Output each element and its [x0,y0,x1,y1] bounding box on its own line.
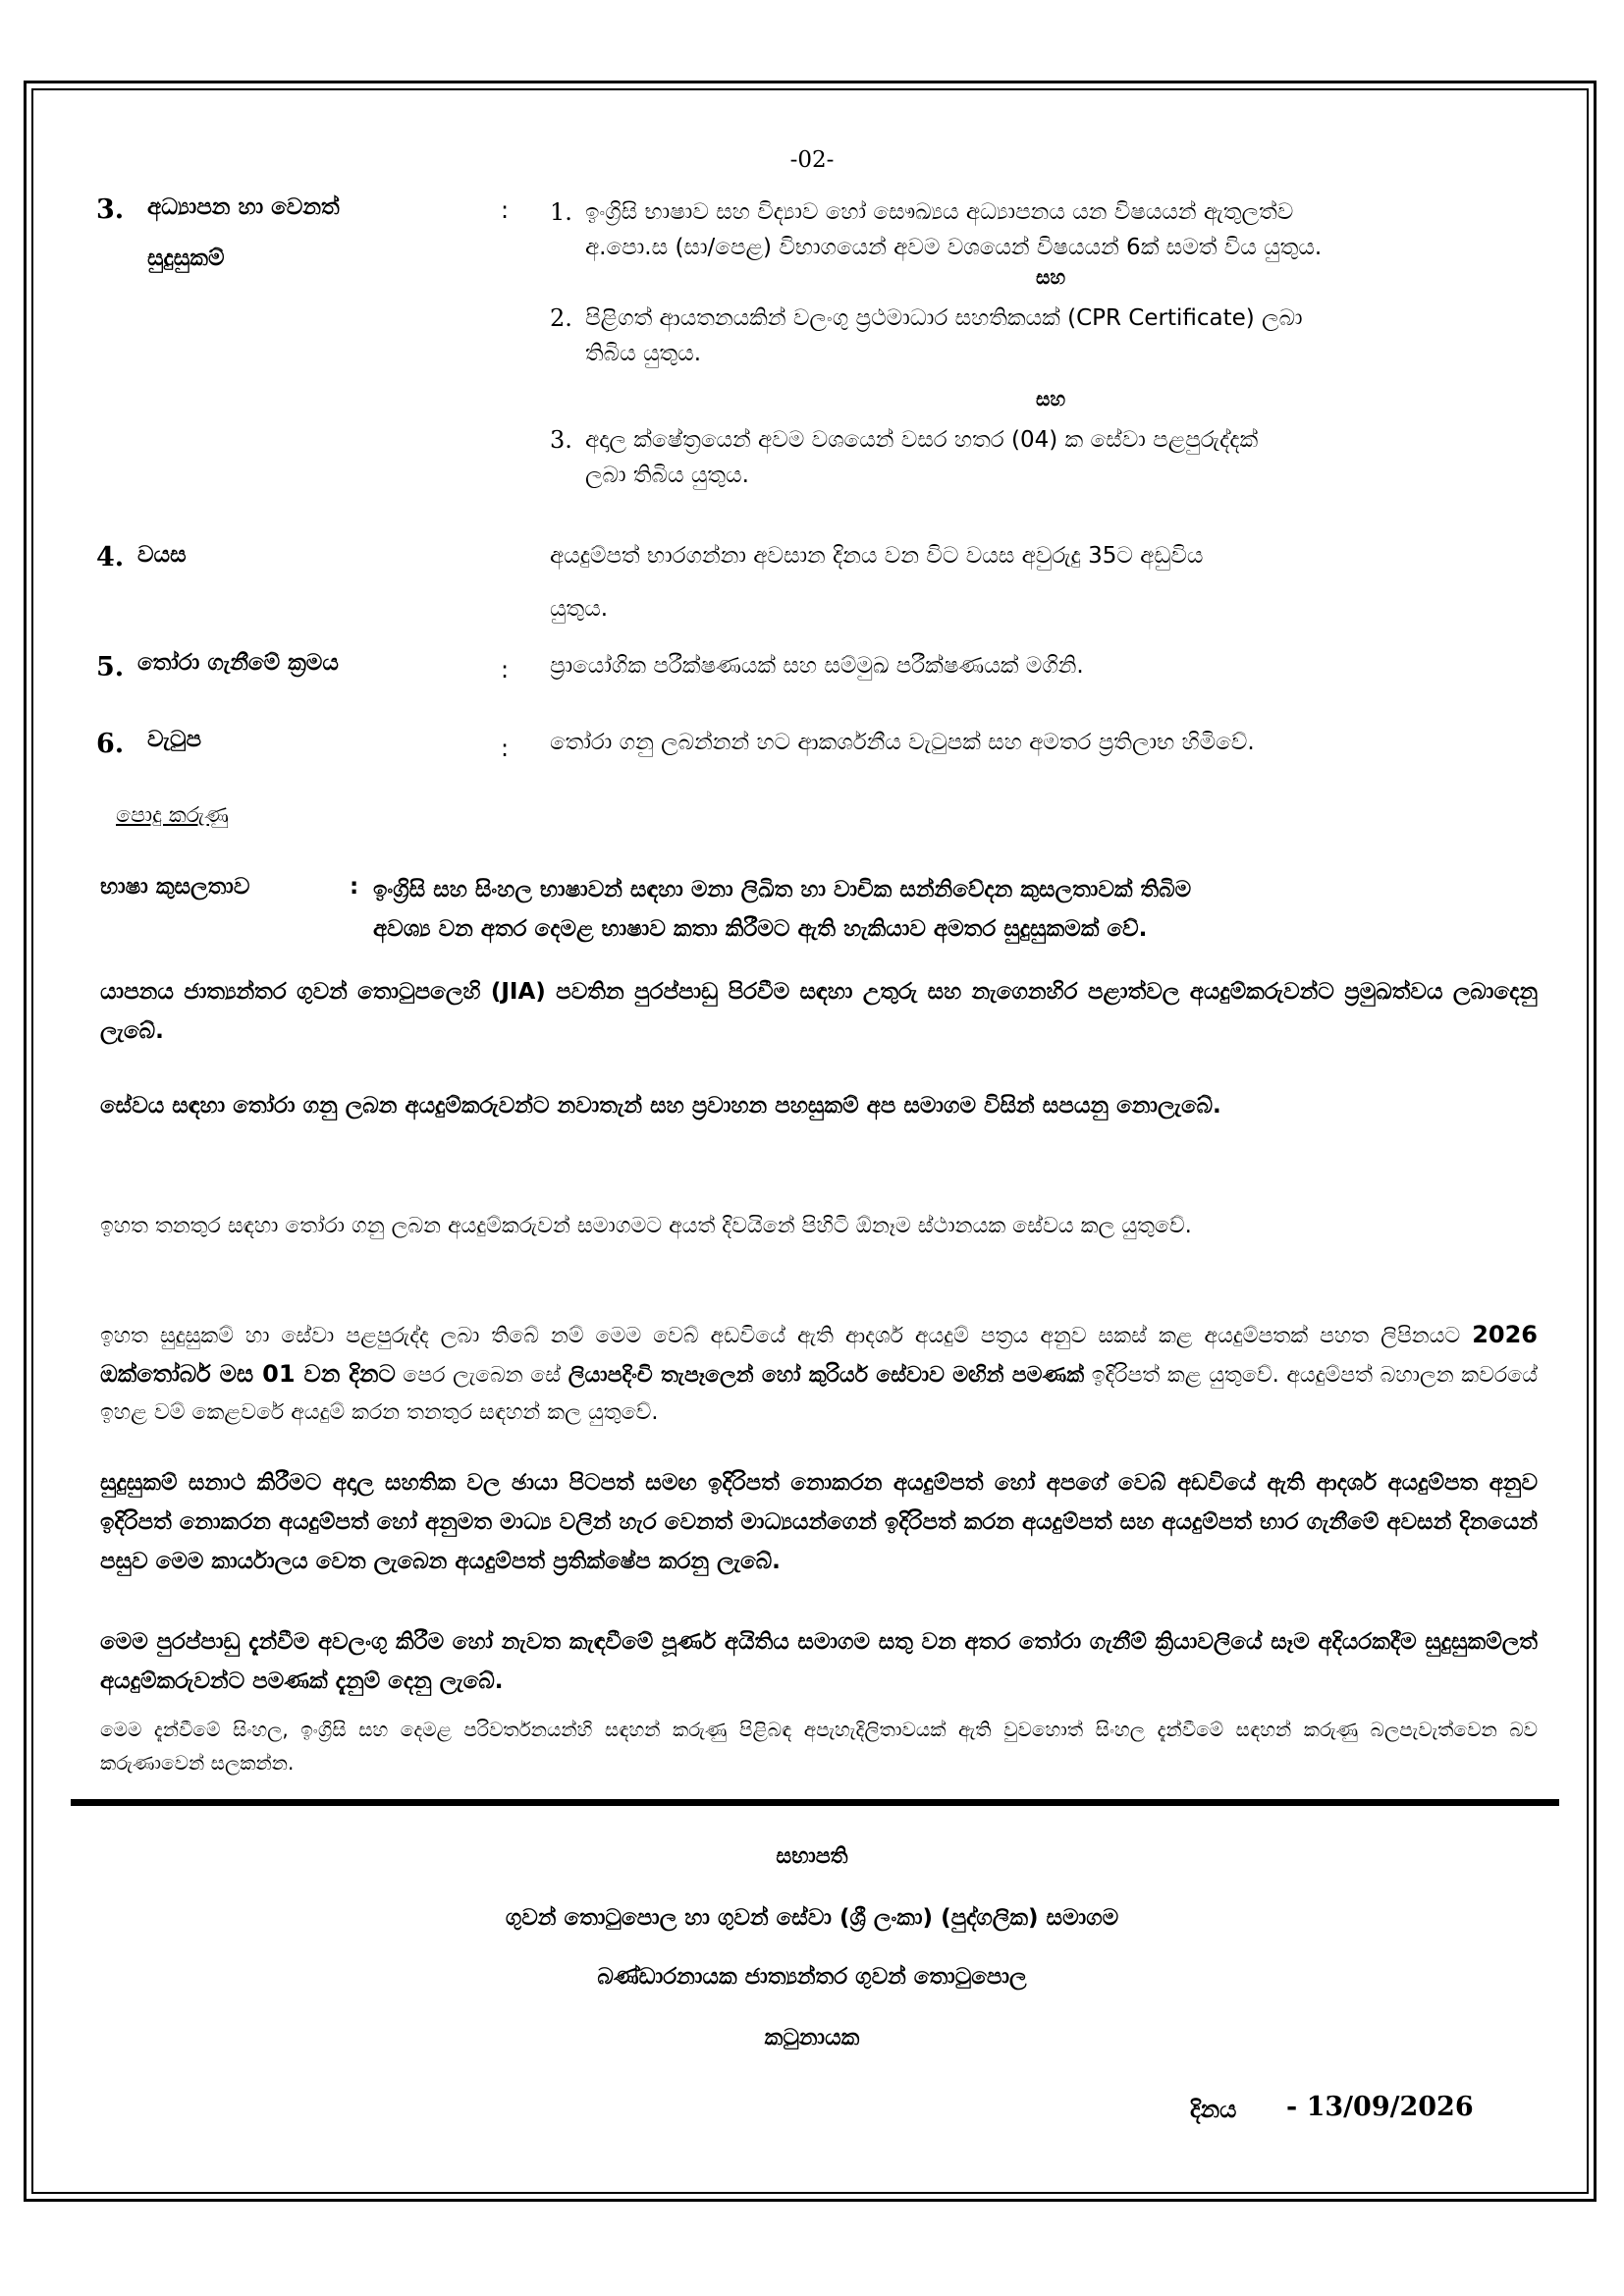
qualification-item-1-line2: අ.පො.ස (සා/පෙළ) විභාගයෙන් අවම වශයෙන් විෂයයන් 6ක් සමත් විය යුතුය. [585,235,1323,260]
paragraph-rejection-criteria: සුදුසුකම් සනාථ කිරීමට අදාල සහතික වල ඡායා පිටපත් සමඟ ඉදිරිපත් නොකරන අයදුම්පත් හෝ අපගේ වෙබ් අඩවියේ ඇති ආදර්ශ අයදුම්පත අනුව ඉදිරිපත් නොකරන අයදුම්පත් හෝ අනුමත මාධ්‍ය වලින් හැර වෙනත් මාධ්‍යයන්ගෙන් ඉදිරිපත් කරන අයදුම්පත් සහ අයදුම්පත් භාර ගැනීමේ අවසන් දිනයෙන් පසුව මෙම කාර්යාලය වෙත ලැබෙන අයදුම්පත් ප්‍රතික්ෂේප කරනු ලැබේ. [100,1470,1539,1574]
page-border-inner [31,88,1589,2194]
language-line2: අවශ්‍ය වන අතර දෙමළ භාෂාව කතා කිරීමට ඇති හැකියාව අමතර සුදුසුකමක් වේ. [373,916,1148,942]
date-label: දිනය [1190,2096,1237,2123]
p4-part-a: ඉහත සුදුසුකම් හා සේවා පළපුරුද්ද ලබා තිබේ නම් මෙම වෙබ් අඩවියේ ඇති ආදර්ශ අයදුම් පත්‍රය අනුව සකස් කළ අයදුම්පතක් පහත ලිපිනයට [100,1324,1473,1348]
p4-delivery-method: ලියාපදිංචි තැපෑලෙන් හෝ කුරියර් සේවාව මඟින් පමණක් [568,1363,1085,1388]
section-5-title: තෝරා ගැනීමේ ක්‍රමය [137,650,339,676]
paragraph-cancellation-rights: මෙම පුරප්පාඩු දැන්වීම අවලංගු කිරීම හෝ නැවත කැඳවීමේ පූර්ණ අයිතිය සමාගම සතු වන අතර තෝරා ගැනීම් ක්‍රියාවලියේ සෑම අදියරකදීම සුදුසුකම්ලත් අයදුම්කරුවන්ට පමණක් දැනුම් දෙනු ලැබේ. [100,1629,1538,1694]
section-6-number: 6. [96,729,125,759]
section-6-title: වැටුප [147,727,202,752]
section-6-text: තෝරා ගනු ලබන්නන් හට ආකර්ශනීය වැටුපක් සහ අමතර ප්‍රතිලාභ හිමිවේ. [550,730,1255,755]
section-3-title-line2: සුදුසුකම් [147,246,225,271]
qualification-item-1 [550,194,1559,265]
paragraph-language-precedence: මෙම දැන්වීමේ සිංහල, ඉංග්‍රිසි සහ දෙමළ පරිවර්තනයන්හි සඳහන් කරුණු පිළිබඳ අපැහැදිලිතාවයක් ඇති වුවහොත් සිංහල දැන්වීමේ සඳහන් කරුණු බලපැවැත්වෙන බව කරුණාවෙන් සලකන්න. [100,1718,1538,1775]
date-value: - 13/09/2026 [1286,2092,1474,2122]
signature-airport: බණ්ඩාරනායක ජාත්‍යන්තර ගුවන් තොටුපොල [597,1964,1027,1990]
paragraph-jia-priority: යාපනය ජාත්‍යන්තර ගුවන් තොටුපලෙහි (JIA) පවතින පුරප්පාඩු පිරවීම සඳහා උතුරු සහ නැගෙනහිර පළාත්වල අයදුම්කරුවන්ට ප්‍රමුඛත්වය ලබාදෙනු ලැබේ. [100,979,1538,1044]
qualification-item-2-line1: පිළිගත් ආයතනයකින් වලංගු ප්‍රථමාධාර සහතිකයක් (CPR Certificate) ලබා [585,305,1303,331]
signature-location: කටුනායක [764,2025,860,2050]
signature-title: සභාපති [776,1844,848,1869]
p4-deadline: 2026 ඔක්තෝබර් මස 01 වන දිනට [100,1321,1538,1388]
qualification-item-2-number: 2. [550,304,572,332]
qualification-item-3-line2: ලබා තිබිය යුතුය. [585,463,749,488]
section-3-number: 3. [96,194,125,225]
section-4-title: වයස [137,542,187,568]
section-6-colon: : [501,735,510,762]
language-line1: ඉංග්‍රිසි සහ සිංහල භාෂාවන් සඳහා මනා ලිඛිත හා වාචික සන්නිවේදන කුසලතාවක් තිබිම [373,877,1192,902]
section-5-text: ප්‍රායෝගික පරීක්ෂණයක් සහ සම්මුඛ පරීක්ෂණයක් මගිනි. [550,653,1084,679]
general-heading: පොදු කරුණු [116,803,229,828]
language-text [373,870,1532,949]
qualification-item-3 [550,422,1559,493]
qualification-item-3-line1: අදාල ක්ෂේත්‍රයෙන් අවම වශයෙන් වසර හතර (04) ක සේවා පළපුරුද්දක් [585,427,1259,453]
qualification-item-2-line2: තිබිය යුතුය. [585,341,702,366]
section-4-number: 4. [96,542,125,573]
language-colon: : [350,874,359,900]
p4-part-c: පෙර ලැබෙන සේ [395,1363,568,1388]
connector-and-1: සහ [1035,265,1066,289]
paragraph-accommodation: සේවය සඳහා තෝරා ගනු ලබන අයදුම්කරුවන්ට නවාතැන් සහ ප්‍රවාහන පහසුකම් අප සමාගම විසින් සපයනු නොලැබේ. [100,1093,1221,1119]
section-4-text [550,538,1559,627]
section-4-line1: අයදුම්පත් භාරගන්නා අවසාන දිනය වන විට වයස අවුරුදු 35ට අඩුවිය [550,543,1204,569]
page-number: -02- [789,147,835,173]
connector-and-2: සහ [1035,387,1066,410]
qualification-item-3-number: 3. [550,426,572,454]
section-5-number: 5. [96,652,125,683]
qualification-item-1-number: 1. [550,198,572,226]
paragraph-application-instructions [100,1316,1538,1432]
section-5-colon: : [501,656,510,683]
horizontal-rule [71,1799,1559,1806]
qualification-item-1-line1: ඉංග්‍රිසි භාෂාව සහ විද්‍යාව හෝ සෞඛ්‍යය අධ්‍යාපනය යන විෂයයන් ඇතුලත්ව [585,199,1294,225]
paragraph-service-location: ඉහත තනතුර සඳහා තෝරා ගනු ලබන අයදුම්කරුවන් සමාගමට අයත් දිවයිනේ පිහිටි ඕනෑම ස්ථානයක සේවය කල යුතුවේ. [100,1214,1192,1238]
signature-company: ගුවන් තොටුපොල හා ගුවන් සේවා (ශ්‍රී ලංකා) (පුද්ගලික) සමාගම [505,1905,1119,1931]
section-3-title-line1: අධ්‍යාපන හා වෙනත් [147,194,340,220]
qualification-item-2 [550,301,1559,371]
section-3-colon: : [501,196,510,224]
p4-part-e: ඉදිරිපත් කළ යුතුවේ. අයදුම්පත් බහාලන කවරයේ ඉහළ වම් කෙළවරේ අයදුම් කරන තනතුර සඳහන් කල යුතුවේ. [100,1363,1539,1425]
language-label: භාෂා කුසලතාව [100,874,250,900]
section-4-line2: යුතුය. [550,596,609,622]
